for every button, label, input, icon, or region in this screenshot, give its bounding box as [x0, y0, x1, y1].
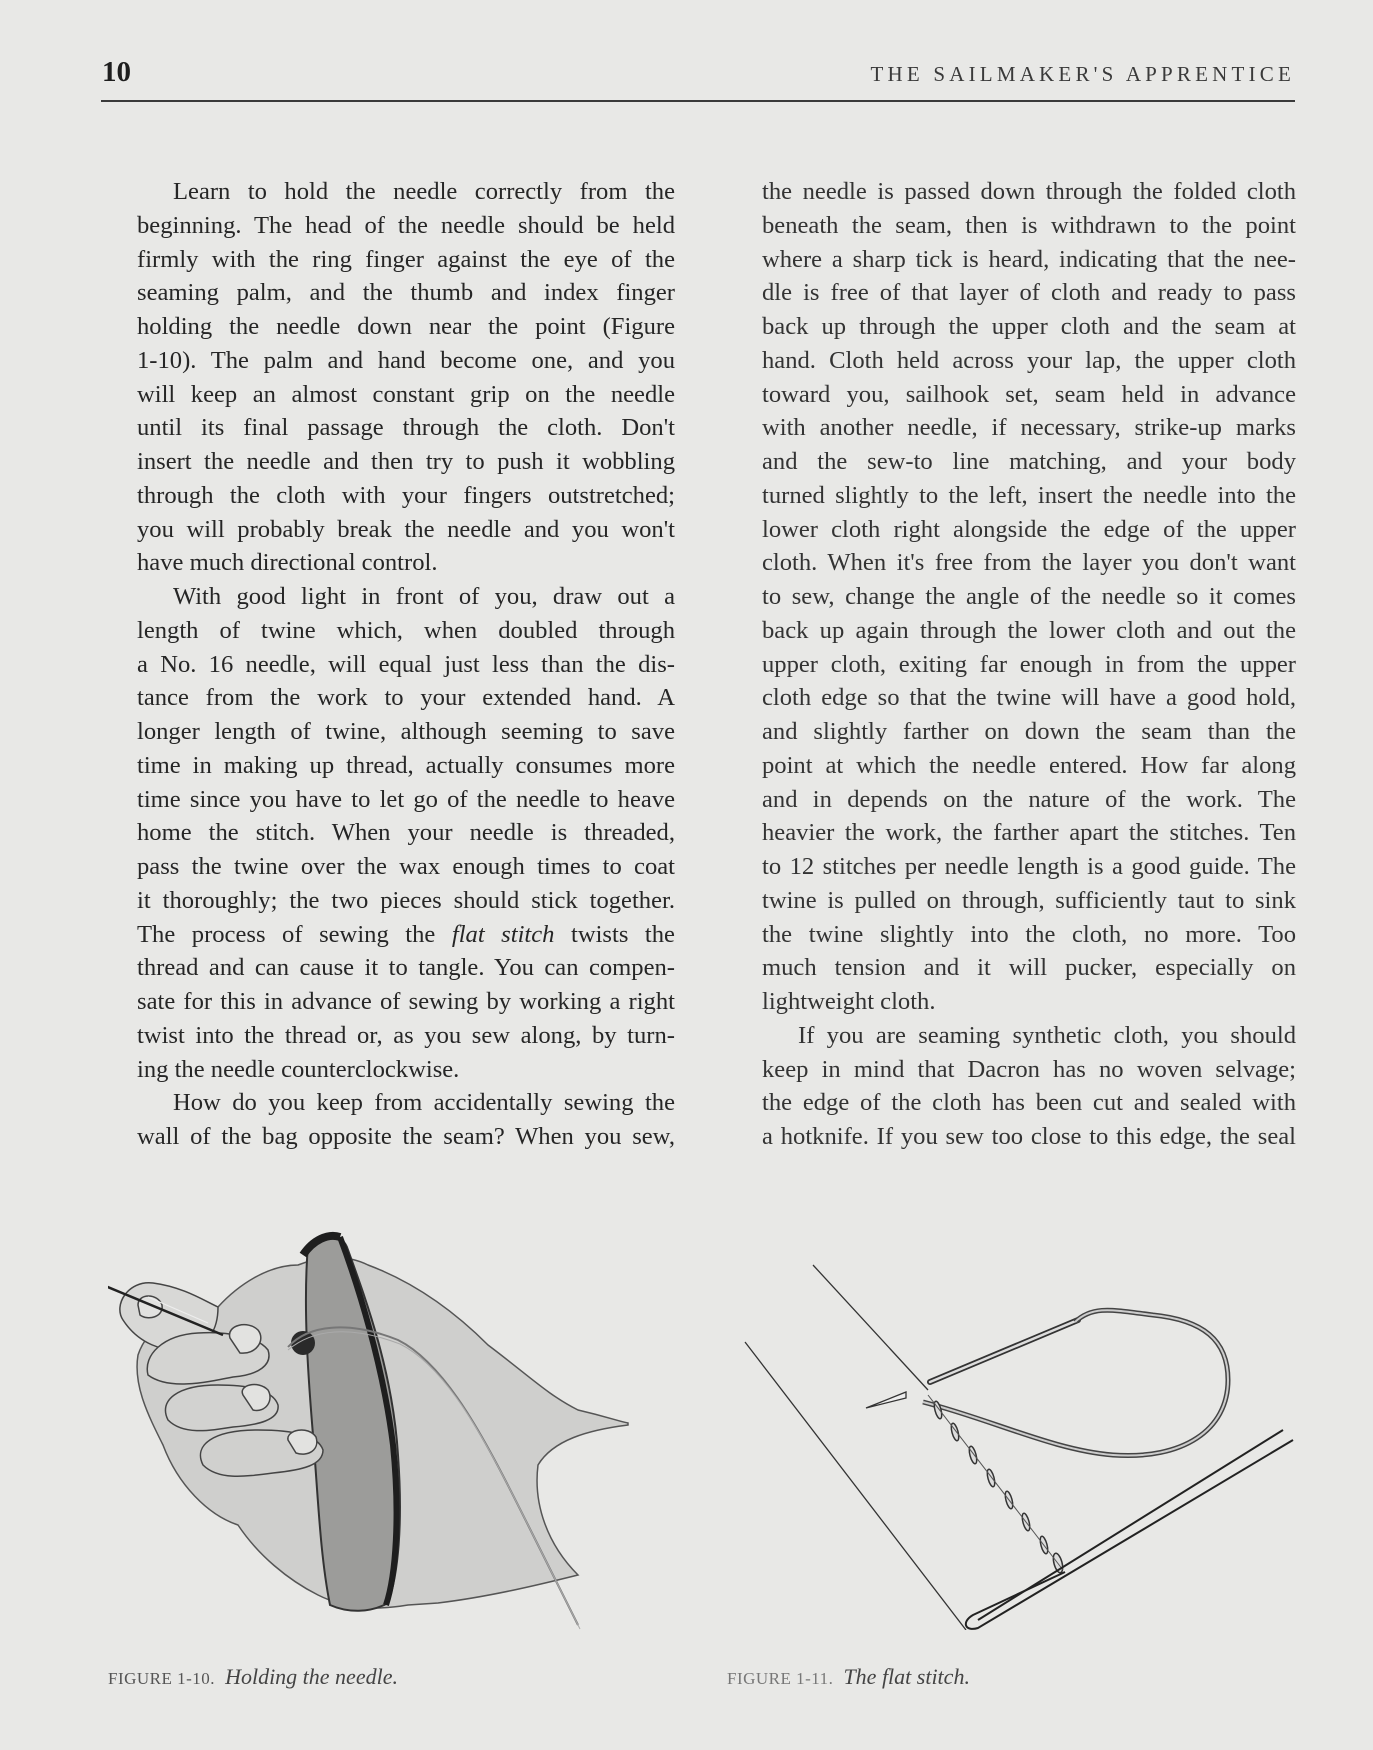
text-line: will keep an almost constant grip on the needle — [137, 380, 675, 408]
text-line: twist into the thread or, as you sew along, by turn- — [137, 1021, 675, 1049]
text-line: time since you have to let go of the needle to heave — [137, 785, 675, 813]
text-line: longer length of twine, although seeming to save — [137, 718, 675, 745]
text-line: the twine slightly into the cloth, no more. Too — [762, 920, 1296, 948]
paragraph — [101, 175, 675, 580]
text-line: back up through the upper cloth and the seam at — [762, 313, 1296, 340]
paragraph — [726, 175, 1296, 1019]
text-line: keep in mind that Dacron has no woven selvage; — [762, 1055, 1296, 1083]
figure-title: The flat stitch. — [843, 1664, 970, 1689]
text-line: heavier the work, the farther apart the stitches. Ten — [762, 819, 1296, 847]
text-line: the needle is passed down through the folded cloth — [762, 178, 1296, 205]
text-line: firmly with the ring finger against the eye of the — [137, 245, 675, 273]
text-line: lightweight cloth. — [762, 988, 936, 1015]
figure-title: Holding the needle. — [225, 1664, 398, 1689]
text-line: turned slightly to the left, insert the needle into the — [762, 481, 1296, 509]
paragraph — [726, 1019, 1296, 1154]
text-line: lower cloth right alongside the edge of the upper — [762, 515, 1296, 543]
text-line: length of twine which, when doubled through — [137, 616, 675, 644]
text-line: back up again through the lower cloth and out the — [762, 616, 1296, 644]
text-line: hand. Cloth held across your lap, the upper cloth — [762, 346, 1296, 374]
figure-holding-needle — [108, 1225, 673, 1630]
figure-flat-stitch — [733, 1260, 1303, 1630]
text-line: where a sharp tick is heard, indicating that the nee- — [762, 245, 1296, 273]
text-line: and slightly farther on down the seam than the — [762, 718, 1296, 745]
text-line: a No. 16 needle, will equal just less than the dis- — [137, 650, 675, 678]
text-line: you will probably break the needle and you won't — [137, 515, 675, 543]
text-line: insert the needle and then try to push it wobbling — [137, 448, 675, 475]
text-line: holding the needle down near the point (Figure — [137, 313, 675, 340]
text-line: time in making up thread, actually consumes more — [137, 751, 675, 779]
figure-label: FIGURE 1-10. — [108, 1669, 216, 1688]
italic-term: flat stitch — [451, 920, 555, 948]
text-line: toward you, sailhook set, seam held in advance — [762, 380, 1296, 408]
text-line: seaming palm, and the thumb and index finger — [137, 279, 675, 307]
text-line: and the sew-to line matching, and your body — [762, 448, 1296, 475]
text-line-with-italic — [101, 918, 675, 952]
text-line: tance from the work to your extended hand. A — [137, 684, 675, 712]
running-head: THE SAILMAKER'S APPRENTICE — [870, 62, 1295, 86]
text-line: have much directional control. — [137, 549, 438, 577]
text-line: sate for this in advance of sewing by working a right — [137, 988, 675, 1015]
text-line: home the stitch. When your needle is threaded, — [137, 819, 675, 847]
text-fragment: twists the — [554, 920, 675, 948]
text-line: to 12 stitches per needle length is a good guide. The — [762, 853, 1296, 880]
text-line: dle is free of that layer of cloth and ready to pass — [762, 279, 1296, 307]
text-line: to sew, change the angle of the needle so it comes — [762, 583, 1296, 610]
right-column — [726, 175, 1296, 1154]
text-line: point at which the needle entered. How far along — [762, 751, 1296, 779]
flat-stitch-diagram — [733, 1260, 1303, 1630]
text-line: 1-10). The palm and hand become one, and you — [137, 346, 675, 374]
text-line: twine is pulled on through, sufficiently taut to sink — [762, 886, 1296, 914]
hand-with-seaming-palm-illustration — [108, 1225, 673, 1630]
text-line: pass the twine over the wax enough times to coat — [137, 853, 675, 880]
text-line: ing the needle counterclockwise. — [137, 1055, 460, 1083]
figure-label: FIGURE 1-11. — [727, 1669, 834, 1688]
text-line: How do you keep from accidentally sewing the — [173, 1089, 675, 1117]
page-number: 10 — [102, 56, 131, 88]
text-fragment: The process of sewing the — [137, 920, 452, 948]
text-line: wall of the bag opposite the seam? When you sew, — [137, 1123, 675, 1150]
text-line: until its final passage through the cloth. Don't — [137, 414, 675, 442]
paragraph — [101, 580, 675, 1086]
header-rule — [101, 100, 1295, 102]
text-line: upper cloth, exiting far enough in from the upper — [762, 650, 1296, 678]
left-column — [101, 175, 675, 1154]
text-line: with another needle, if necessary, strike-up marks — [762, 414, 1296, 442]
figure-caption — [108, 1664, 398, 1690]
text-line: beginning. The head of the needle should be held — [137, 211, 675, 239]
text-line: If you are seaming synthetic cloth, you should — [798, 1021, 1296, 1049]
text-line: cloth. When it's free from the layer you don't want — [762, 549, 1296, 577]
text-line: the edge of the cloth has been cut and sealed with — [762, 1089, 1296, 1117]
text-line: a hotknife. If you sew too close to this edge, the seal — [762, 1123, 1296, 1150]
text-line: cloth edge so that the twine will have a good hold, — [762, 684, 1296, 712]
text-line: With good light in front of you, draw out a — [173, 583, 675, 610]
text-line: beneath the seam, then is withdrawn to the point — [762, 211, 1296, 239]
paragraph — [101, 1086, 675, 1154]
figure-caption — [727, 1664, 970, 1690]
text-line: Learn to hold the needle correctly from the — [173, 178, 675, 205]
text-line: much tension and it will pucker, especially on — [762, 954, 1296, 982]
text-line: and in depends on the nature of the work. The — [762, 785, 1296, 813]
text-line: through the cloth with your fingers outstretched; — [137, 481, 675, 509]
text-line: it thoroughly; the two pieces should stick together. — [137, 886, 675, 914]
text-line: thread and can cause it to tangle. You can compen- — [137, 954, 675, 982]
